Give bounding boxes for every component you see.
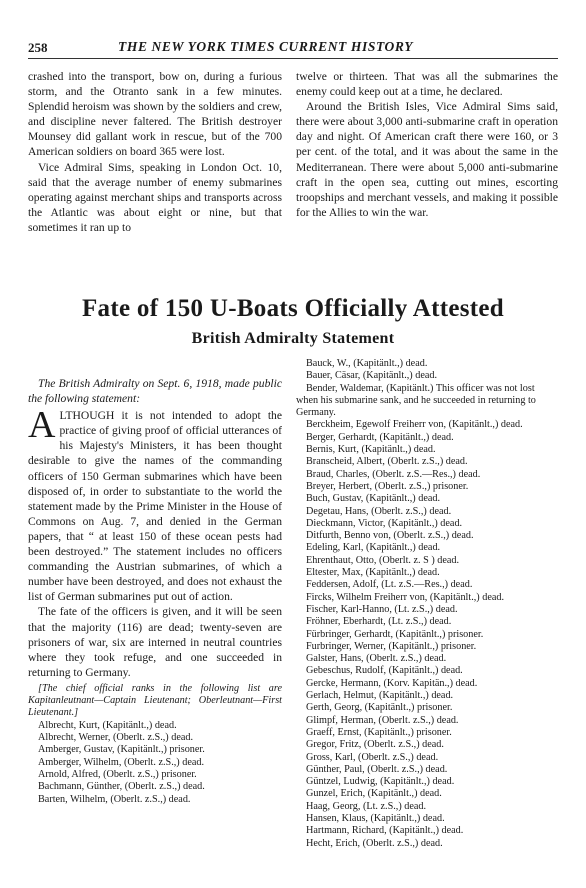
list-item: Ehrenthaut, Otto, (Oberlt. z. S ) dead. bbox=[306, 554, 460, 566]
list-item: Furbringer, Werner, (Kapitänlt.,) prisoner. bbox=[306, 640, 477, 652]
list-item: Gunzel, Erich, (Kapitänlt.,) dead. bbox=[306, 788, 442, 800]
list-item: Fürbringer, Gerhardt, (Kapitänlt.,) prisoner. bbox=[306, 628, 484, 640]
list-item: Fröhner, Eberhardt, (Lt. z.S.,) dead. bbox=[306, 616, 452, 628]
list-item: Braud, Charles, (Oberlt. z.S.—Res.,) dead. bbox=[306, 468, 481, 480]
list-item: Eltester, Max, (Kapitänlt.,) dead. bbox=[306, 567, 440, 579]
list-item: Amberger, Wilhelm, (Oberlt. z.S.,) dead. bbox=[38, 756, 205, 768]
list-item: Glimpf, Herman, (Oberlt. z.S.,) dead. bbox=[306, 714, 459, 726]
list-item: Fircks, Wilhelm Freiherr von, (Kapitänlt.,) dead. bbox=[306, 591, 505, 603]
list-item: Arnold, Alfred, (Oberlt. z.S.,) prisoner. bbox=[38, 768, 197, 780]
running-title: THE NEW YORK TIMES CURRENT HISTORY bbox=[118, 39, 414, 54]
list-item: Branscheid, Albert, (Oberlt. z.S.,) dead. bbox=[306, 456, 468, 468]
drop-cap: A bbox=[28, 404, 56, 447]
list-item: Gross, Karl, (Oberlt. z.S.,) dead. bbox=[306, 751, 439, 763]
officer-list-right bbox=[296, 358, 558, 850]
page-number: 258 bbox=[28, 40, 48, 55]
list-item: Bauer, Cäsar, (Kapitänlt.,) dead. bbox=[306, 370, 438, 382]
list-item: Haag, Georg, (Lt. z.S.,) dead. bbox=[306, 800, 427, 812]
list-item: Albrecht, Kurt, (Kapitänlt.,) dead. bbox=[38, 719, 177, 731]
paragraph: Vice Admiral Sims, speaking in London Oct. 10, said that the average number of enemy submarines operating against merchant ships and transports across the Atlantic was about eight or nine, but that sometimes it ran up to bbox=[28, 160, 282, 234]
list-item: Feddersen, Adolf, (Lt. z.S.—Res.,) dead. bbox=[306, 579, 473, 591]
article-left-column bbox=[28, 376, 282, 806]
list-item: Edeling, Karl, (Kapitänlt.,) dead. bbox=[306, 542, 441, 554]
list-item: Galster, Hans, (Oberlt. z.S.,) dead. bbox=[306, 653, 447, 665]
rank-note: [The chief official ranks in the following list are Kapitanleutnant—Captain Lieutenant; Oberleutnant—First Lieutenant.] bbox=[28, 682, 282, 719]
list-item: Amberger, Gustav, (Kapitänlt.,) prisoner. bbox=[38, 744, 205, 756]
article-first-text: LTHOUGH it is not intended to adopt the practice of giving proof of official utterances of his Majesty's Ministers, it has been thought desirable to give the names of the commanding officers of 150 German submarines which have been disposed of, in order to substantiate to the world the statement made by the Prime Minister in the House of Commons on Aug. 7, and denied in the German papers, that “ at least 150 of these ocean pests had been destroyed.” The statement includes no officers commanding the Austrian submarines, of which a number have been destroyed, and does not exhaust the list of German submarines put out of action. bbox=[28, 409, 282, 604]
list-item: Fischer, Karl-Hanno, (Lt. z.S.,) dead. bbox=[306, 603, 458, 615]
list-item: Dieckmann, Victor, (Kapitänlt.,) dead. bbox=[306, 517, 463, 529]
list-item: Gregor, Fritz, (Oberlt. z.S.,) dead. bbox=[306, 739, 444, 751]
article-subtitle: British Admiralty Statement bbox=[191, 330, 395, 347]
list-item: Bachmann, Günther, (Oberlt. z.S.,) dead. bbox=[38, 781, 205, 793]
list-item: Berger, Gerhardt, (Kapitänlt.,) dead. bbox=[306, 431, 454, 443]
list-item: Albrecht, Werner, (Oberlt. z.S.,) dead. bbox=[38, 732, 194, 744]
list-item: Buch, Gustav, (Kapitänlt.,) dead. bbox=[306, 493, 441, 505]
list-item: Hecht, Erich, (Oberlt. z.S.,) dead. bbox=[306, 837, 443, 849]
list-item: Gerlach, Helmut, (Kapitänlt.,) dead. bbox=[306, 690, 454, 702]
paragraph: crashed into the transport, bow on, during a furious storm, and the Otranto sank in a few minutes. Splendid heroism was shown by the soldiers and crew, and discipline never faltered. The British destroyer Mounsey did gallant work in rescue, but of the 700 American soldiers on board 365 were lost. bbox=[28, 70, 282, 159]
list-item: Hartmann, Richard, (Kapitänlt.,) dead. bbox=[306, 825, 464, 837]
list-item: Hansen, Klaus, (Kapitänlt.,) dead. bbox=[306, 812, 445, 824]
list-item: Breyer, Herbert, (Oberlt. z.S.,) prisoner. bbox=[306, 480, 469, 492]
list-item: Gercke, Hermann, (Korv. Kapitän.,) dead. bbox=[306, 677, 478, 689]
list-item: Günther, Paul, (Oberlt. z.S.,) dead. bbox=[306, 763, 448, 775]
header-rule bbox=[28, 58, 558, 59]
top-left-column bbox=[28, 69, 282, 235]
list-item: Bernis, Kurt, (Kapitänlt.,) dead. bbox=[306, 444, 436, 456]
paragraph: twelve or thirteen. That was all the submarines the enemy could keep out at a time, he declared. bbox=[296, 70, 558, 99]
list-item: Berckheim, Egewolf Freiherr von, (Kapitänlt.,) dead. bbox=[306, 419, 523, 431]
list-item: Barten, Wilhelm, (Oberlt. z.S.,) dead. bbox=[38, 793, 191, 805]
page-header bbox=[28, 38, 558, 56]
article-first-paragraph bbox=[28, 404, 282, 604]
paragraph: Around the British Isles, Vice Admiral Sims said, there were about 3,000 anti-submarine craft in operation day and night. Of American craft there were 160, or 3 per cent. of the total, and it was about the same in the Mediterranean. There were about 5,000 anti-submarine craft in the open sea, cutting out mines, escorting troopships and merchant vessels, and making it possible for the Allies to win the war. bbox=[296, 100, 558, 219]
top-right-column bbox=[296, 69, 558, 220]
officer-list-left bbox=[28, 720, 282, 806]
list-item: Güntzel, Ludwig, (Kapitänlt.,) dead. bbox=[306, 776, 455, 788]
list-item: Gebeschus, Rudolf, (Kapitänlt.,) dead. bbox=[306, 665, 463, 677]
list-item: Gerth, Georg, (Kapitänlt.,) prisoner. bbox=[306, 702, 453, 714]
list-item: Bauck, W., (Kapitänlt.,) dead. bbox=[306, 358, 428, 369]
list-item: Ditfurth, Benno von, (Oberlt. z.S.,) dead. bbox=[306, 530, 474, 542]
list-item: Graeff, Ernst, (Kapitänlt.,) prisoner. bbox=[306, 726, 452, 738]
article-second-paragraph: The fate of the officers is given, and it will be seen that the majority (116) are dead; twenty-seven are prisoners of war, six are interned in neutral countries where they took refuge, and one succeeded in returning to Germany. bbox=[28, 605, 282, 679]
article-title: Fate of 150 U-Boats Officially Attested bbox=[81, 295, 505, 322]
list-item: Bender, Waldemar, (Kapitänlt.) This officer was not lost when his submarine sank, and he succeeded in returning to Germany. bbox=[296, 382, 536, 419]
list-item: Degetau, Hans, (Oberlt. z.S.,) dead. bbox=[306, 505, 452, 517]
article-intro: The British Admiralty on Sept. 6, 1918, made public the following statement: bbox=[28, 377, 282, 406]
